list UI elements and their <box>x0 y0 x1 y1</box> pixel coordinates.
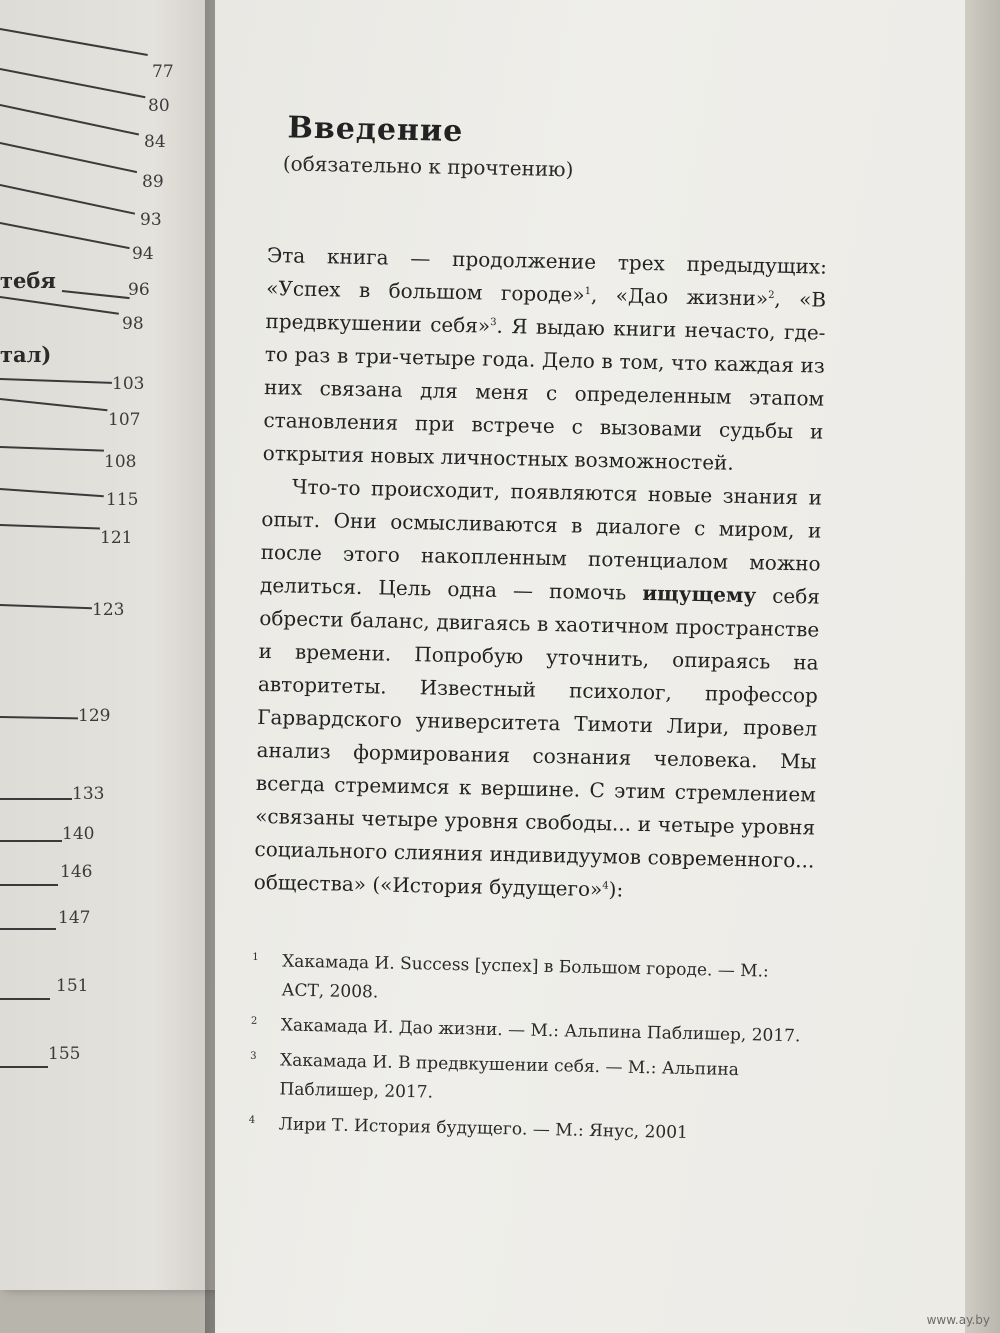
toc-page-number: 84 <box>144 132 166 152</box>
text-run: Что-то происходит, появляются новые знания и опыт. Они осмысливаются в диалоге с миром, и после этого накопленным потенциалом можно делиться. Цель одна — помочь <box>259 474 823 605</box>
toc-page-number: 155 <box>48 1044 81 1064</box>
toc-page-number: 77 <box>152 62 174 82</box>
chapter-title: Введение <box>287 110 464 150</box>
toc-leader-line <box>0 446 104 451</box>
toc-page-number: 80 <box>148 96 170 116</box>
toc-leader-line <box>0 296 119 314</box>
footnote <box>251 1011 811 1052</box>
toc-leader-line <box>0 716 78 719</box>
footnotes <box>248 947 812 1151</box>
text-run: ): <box>608 877 624 902</box>
toc-leader-line <box>0 840 62 842</box>
bold-text: ищущему <box>642 580 757 608</box>
footnote-ref: 2 <box>768 289 775 301</box>
chapter-subtitle: (обязательно к прочтению) <box>282 151 574 182</box>
footnote-text: Лири Т. История будущего. — М.: Янус, 2001 <box>278 1114 689 1143</box>
toc-page-number: 93 <box>140 210 162 230</box>
toc-leader-line <box>0 998 50 1000</box>
toc-leader-line <box>0 104 139 135</box>
footnote-text: Хакамада И. В предвкушении себя. — М.: Альпина Паблишер, 2017. <box>279 1050 740 1103</box>
toc-fragment: тал) <box>0 342 52 367</box>
toc-leader-line <box>0 184 135 214</box>
toc-leader-line <box>0 378 112 383</box>
footnote <box>249 1046 810 1116</box>
toc-leader-line <box>0 884 58 886</box>
footnote-ref: 4 <box>602 880 609 892</box>
toc-leader-line <box>0 604 92 609</box>
text-run: , «Дао жизни» <box>590 282 769 311</box>
toc-page-number: 147 <box>58 908 91 928</box>
footnote-number: 2 <box>250 1015 258 1027</box>
chapter-content <box>248 110 830 1157</box>
toc-page-number: 96 <box>128 280 150 300</box>
toc-page-number: 98 <box>122 314 144 334</box>
footnote-text: Хакамада И. Success [успех] в Большом городе. — М.: АСТ, 2008. <box>281 951 769 1003</box>
footnote-number: 4 <box>248 1114 256 1126</box>
toc-page-number: 121 <box>100 528 133 548</box>
toc-leader-line <box>0 488 104 497</box>
paragraph-2 <box>253 470 822 911</box>
toc-page-number: 123 <box>92 600 125 620</box>
toc-page-number: 129 <box>78 706 111 726</box>
footnote-ref: 3 <box>490 317 497 329</box>
toc-page-number: 89 <box>142 172 164 192</box>
toc-page-number: 146 <box>60 862 93 882</box>
left-page <box>0 0 220 1290</box>
toc-leader-line <box>0 28 148 56</box>
text-run: . Я выдаю книги нечасто, где-то раз в три-четыре года. Дело в том, что каждая из них связана для меня с определенным этапом становления при встрече с вызовами судьбы и открытия новых личностных возможностей. <box>262 313 826 475</box>
toc-page-number: 103 <box>112 374 145 394</box>
toc-page-number: 108 <box>104 452 137 472</box>
toc-page-number: 115 <box>106 490 139 510</box>
toc-leader-line <box>0 142 137 173</box>
text-run: себя обрести баланс, двигаясь в хаотичном пространстве и времени. Попробую уточнить, опираясь на авторитеты. Известный психолог, профессор Гарвардского университета Тимоти Лири, провел анализ формирования сознания человека. Мы всегда стремимся к вершине. С этим стремлением «связаны четыре уровня свободы... и четыре уровня социального слияния индивидуумов современного... общества» («История будущего» <box>253 583 821 902</box>
page-edge <box>965 0 1000 1333</box>
toc-leader-line <box>0 524 100 529</box>
toc-leader-line <box>0 68 145 98</box>
text-run: Эта книга — продолжение трех предыдущих: «Успех в большом городе» <box>266 242 828 307</box>
footnote-number: 1 <box>252 951 259 963</box>
toc-fragment: тебя <box>0 268 56 293</box>
footnote-number: 3 <box>250 1050 257 1062</box>
toc-leader-line <box>0 798 72 800</box>
toc-leader-line <box>0 222 130 249</box>
footnote <box>251 947 812 1017</box>
toc-leader-line <box>62 290 130 299</box>
paragraph-1 <box>262 239 827 482</box>
toc-page-number: 151 <box>56 976 89 996</box>
toc-page-number: 107 <box>108 410 141 430</box>
text-run: , «В предвкушении себя» <box>265 286 827 338</box>
footnote <box>248 1110 808 1151</box>
toc-leader-line <box>0 1066 48 1068</box>
footnote-ref: 1 <box>584 285 592 298</box>
footnote-text: Хакамада И. Дао жизни. — М.: Альпина Паблишер, 2017. <box>280 1015 801 1047</box>
toc-page-number: 133 <box>72 784 105 804</box>
toc-page-number: 140 <box>62 824 95 844</box>
site-watermark: www.ay.by <box>926 1313 990 1327</box>
toc-leader-line <box>0 398 107 411</box>
toc-leader-line <box>0 928 56 930</box>
toc-page-number: 94 <box>132 244 154 264</box>
